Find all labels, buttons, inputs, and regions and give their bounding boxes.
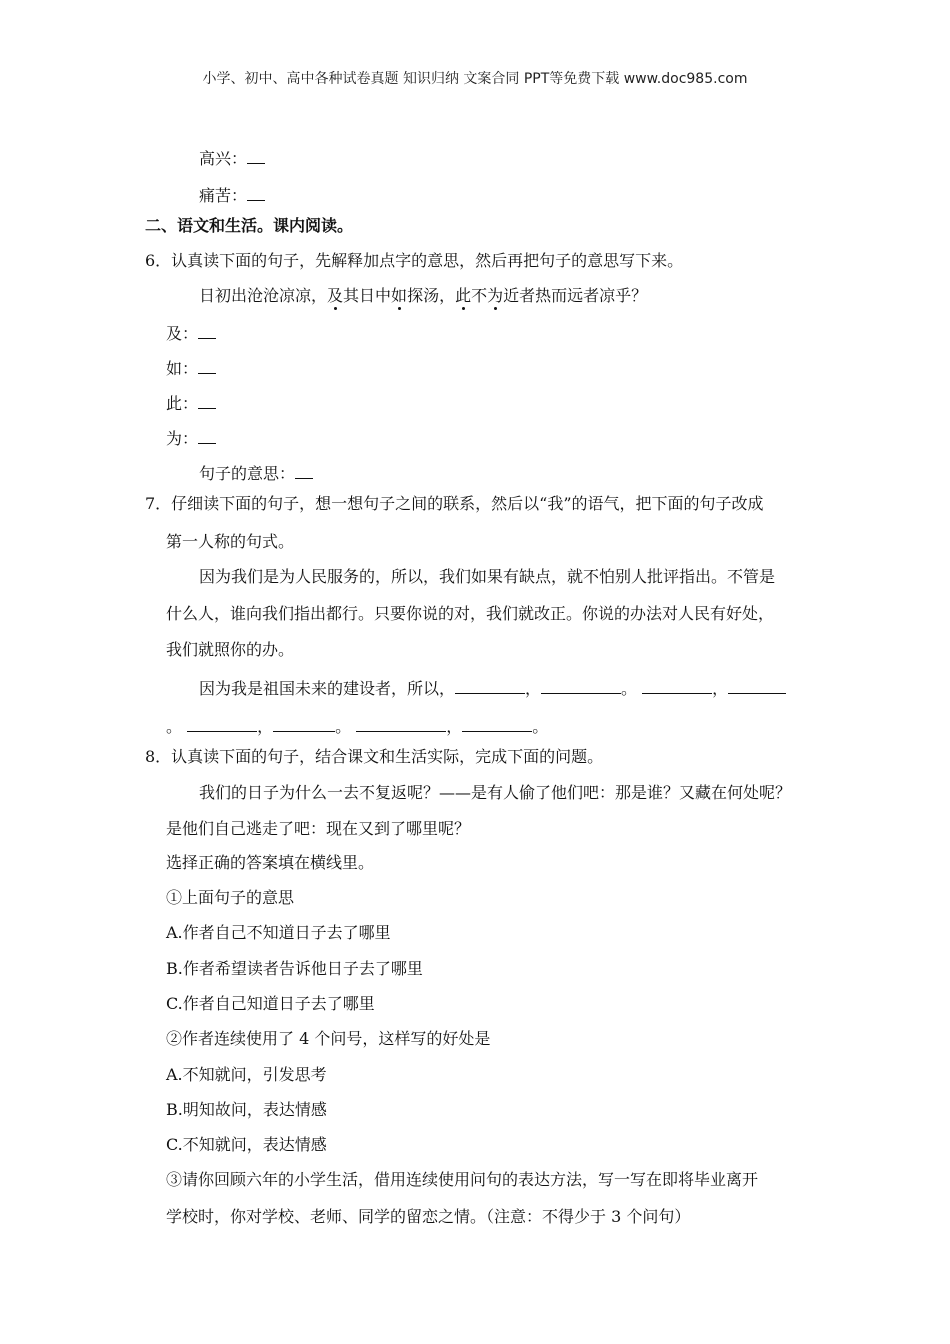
dotted-char-ji: 及 [327,286,344,305]
q7-para-3: 我们就照你的办。 [166,640,295,659]
answer-blank[interactable] [642,677,712,694]
q7-para-2: 什么人，谁向我们指出都行。只要你说的对，我们就改正。你说的办法对人民有好处， [166,604,775,623]
answer-blank[interactable] [247,184,265,201]
q6-wei: 为： [166,427,216,449]
answer-blank[interactable] [198,392,216,409]
dotted-char-ru: 如 [391,286,408,305]
q8-para-2: 是他们自己逃走了吧：现在又到了哪里呢？ [166,819,471,838]
q8-sub1-option-a[interactable]: A.作者自己不知道日子去了哪里 [166,923,391,942]
q8-sub2-option-a[interactable]: A.不知就问，引发思考 [166,1065,327,1084]
q7-answer-line-1: 因为我是祖国未来的建设者，所以， ， 。 ， [199,677,786,699]
q6-ru: 如： [166,357,216,379]
answer-blank[interactable] [728,677,786,694]
q6-sentence: 日初出沧沧凉凉，及其日中如探汤，此不为近者热而远者凉乎？ [199,286,648,305]
answer-blank[interactable] [247,147,265,164]
q8-stem: 8．认真读下面的句子，结合课文和生活实际，完成下面的问题。 [145,747,604,766]
q7-answer-line-2: 。 ， 。 ， 。 [166,717,549,736]
answer-blank[interactable] [198,357,216,374]
answer-blank[interactable] [356,715,446,732]
q5-tongku-label: 痛苦： [199,186,248,205]
q5-tongku [199,184,265,206]
answer-blank[interactable] [462,715,532,732]
section-2-heading: 二、语文和生活。课内阅读。 [145,216,354,235]
q8-instruction: 选择正确的答案填在横线里。 [166,853,375,872]
q8-sub1-option-c[interactable]: C.作者自己知道日子去了哪里 [166,994,375,1013]
page-header: 小学、初中、高中各种试卷真题 知识归纳 文案合同 PPT等免费下载 www.doc985.com [202,71,748,87]
q8-sub2-option-b[interactable]: B.明知故问，表达情感 [166,1100,327,1119]
q8-para-1: 我们的日子为什么一去不复返呢？——是有人偷了他们吧：那是谁？又藏在何处呢？ [199,783,792,802]
q6-stem: 6．认真读下面的句子，先解释加点字的意思，然后再把句子的意思写下来。 [145,251,684,270]
dotted-char-wei: 为 [487,286,504,305]
answer-blank[interactable] [541,677,621,694]
q7-para-1: 因为我们是为人民服务的，所以，我们如果有缺点，就不怕别人批评指出。不管是 [199,567,776,586]
q8-sub2-option-c[interactable]: C.不知就问，表达情感 [166,1135,327,1154]
answer-blank[interactable] [455,677,525,694]
q5-gaoxing-label: 高兴： [199,149,248,168]
q6-meaning: 句子的意思： [199,462,313,484]
q5-gaoxing [199,147,265,169]
answer-blank[interactable] [295,462,313,479]
q7-stem-1: 7．仔细读下面的句子，想一想句子之间的联系，然后以“我”的语气，把下面的句子改成 [145,494,764,513]
answer-blank[interactable] [198,322,216,339]
dotted-char-ci: 此 [455,286,472,305]
q8-sub-1: ①上面句子的意思 [166,888,295,907]
q8-sub1-option-b[interactable]: B.作者希望读者告诉他日子去了哪里 [166,959,423,978]
q6-ci: 此： [166,392,216,414]
answer-blank[interactable] [198,427,216,444]
answer-blank[interactable] [187,715,257,732]
q6-ji: 及： [166,322,216,344]
q7-stem-2: 第一人称的句式。 [166,532,295,551]
q8-sub-3-line-1: ③请你回顾六年的小学生活，借用连续使用问句的表达方法，写一写在即将毕业离开 [166,1170,759,1189]
q8-sub-3-line-2: 学校时，你对学校、老师、同学的留恋之情。（注意：不得少于 3 个问句） [166,1207,691,1226]
answer-blank[interactable] [273,715,335,732]
q8-sub-2: ②作者连续使用了 4 个问号，这样写的好处是 [166,1029,491,1048]
